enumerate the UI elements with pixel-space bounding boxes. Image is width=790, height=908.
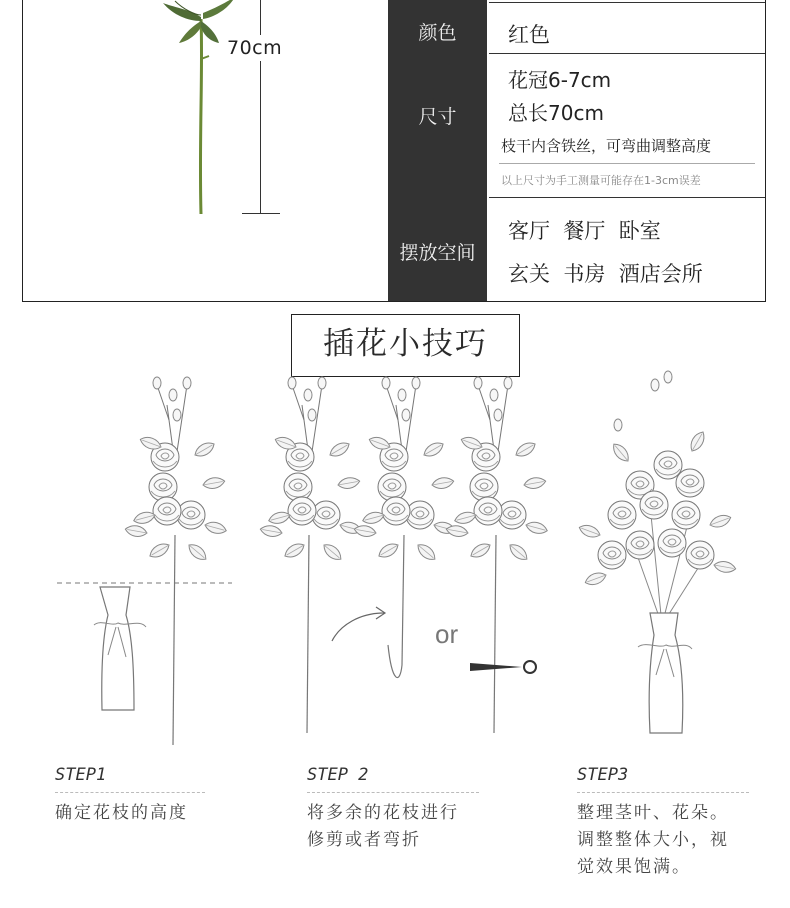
step3-text-line-2: 调整整体大小，视 [577,830,729,850]
arrangement-illustration [0,365,790,755]
size-note: 枝干内含铁丝，可弯曲调整高度 [501,137,712,155]
step1-illustration [57,377,232,745]
color-label: 颜色 [418,22,457,44]
row-divider [489,53,765,54]
step3-divider [577,792,749,793]
size-crown-value: 花冠6-7cm [508,68,612,92]
step2-illustration [259,377,548,733]
step1-divider [55,792,205,793]
spec-value-column [489,0,765,301]
step3-text-line-1: 整理茎叶、花朵。 [577,803,729,823]
spec-panel [22,0,766,302]
note-divider [499,163,755,164]
height-measure-line [260,0,261,214]
size-disclaimer: 以上尺寸为手工测量可能存在1-3cm误差 [501,174,701,187]
placement-line-1: 客厅 餐厅 卧室 [508,219,661,243]
rose-stem-photo [23,0,388,301]
step3-title: STEP3 [577,765,629,785]
step3-illustration [578,371,737,733]
placement-line-2: 玄关 书房 酒店会所 [508,262,703,286]
size-label: 尺寸 [418,106,457,128]
step2-divider [307,792,479,793]
step1-text-line-1: 确定花枝的高度 [55,803,188,823]
step2-text-line-1: 将多余的花枝进行 [307,803,459,823]
height-measure-label: 70cm [223,35,286,61]
tips-title: 插花小技巧 [291,314,520,377]
row-divider [489,2,765,3]
step2-title: STEP 2 [307,765,369,785]
or-label: or [435,619,459,649]
step1-title: STEP1 [55,765,107,785]
placement-label: 摆放空间 [399,242,476,264]
step3-text-line-3: 觉效果饱满。 [577,857,691,877]
spec-label-column [388,0,487,301]
row-divider [489,197,765,198]
color-value: 红色 [508,23,550,47]
step2-text-line-2: 修剪或者弯折 [307,830,421,850]
height-measure-cap [242,213,280,214]
size-length-value: 总长70cm [508,101,604,125]
product-photo-area [23,0,388,301]
